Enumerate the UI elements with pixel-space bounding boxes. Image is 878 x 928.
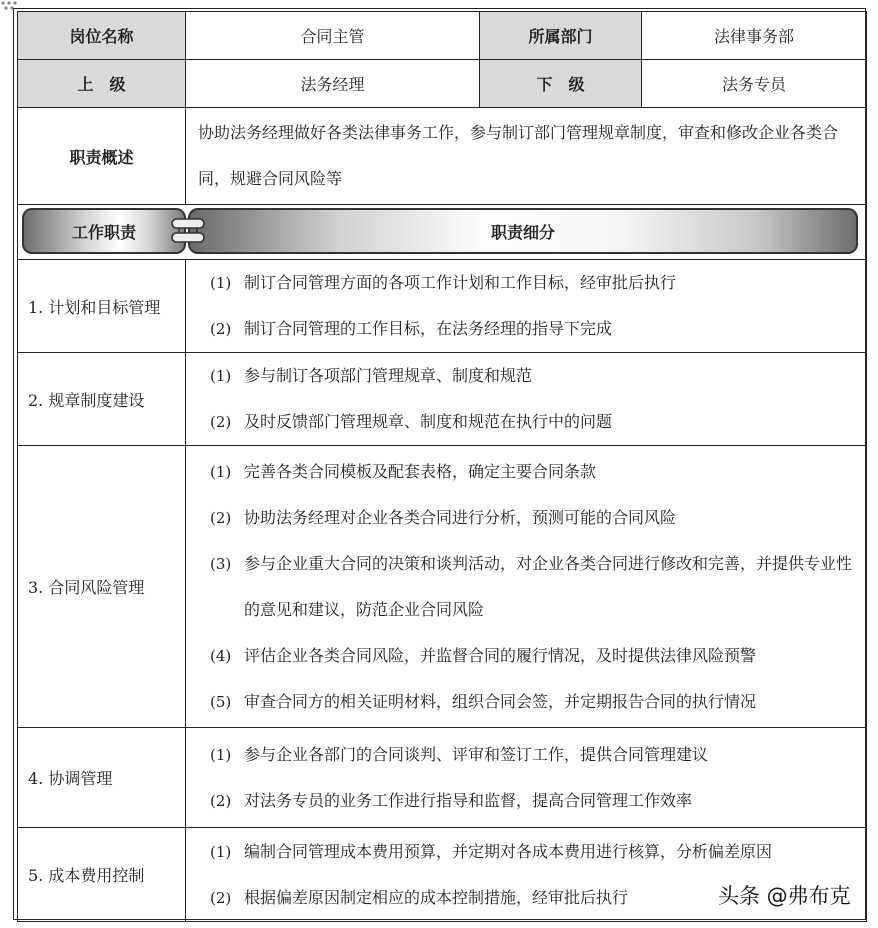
department-label: 所属部门: [480, 12, 642, 60]
duty-category: 5. 成本费用控制: [18, 828, 186, 922]
duty-banner-left-label: 工作职责: [71, 222, 136, 242]
superior-label: 上 级: [18, 60, 186, 108]
job-description-table: [17, 11, 867, 922]
duty-row-2: [18, 353, 867, 446]
position-value: 合同主管: [186, 12, 480, 60]
subordinate-value: 法务专员: [642, 60, 867, 108]
duty-item: (1) 制订合同管理方面的各项工作计划和工作目标，经审批后执行: [210, 273, 677, 292]
duty-category: 3. 合同风险管理: [18, 446, 186, 728]
department-value: 法律事务部: [642, 12, 867, 60]
duty-row-4: [18, 728, 867, 828]
duty-items: [186, 260, 867, 353]
duty-item: (1) 完善各类合同模板及配套表格，确定主要合同条款: [210, 461, 597, 481]
duty-row-3: [18, 446, 867, 728]
duty-banner-row: [18, 205, 867, 260]
duty-category: 1. 计划和目标管理: [18, 260, 186, 353]
overview-text: 协助法务经理做好各类法律事务工作，参与制订部门管理规章制度，审查和修改企业各类合同，规避合同风险等: [186, 108, 867, 205]
subordinate-label: 下 级: [480, 60, 642, 108]
overview-label: 职责概述: [18, 108, 186, 205]
header-row-2: [18, 60, 867, 108]
duty-item: (4) 评估企业各类合同风险，并监督合同的履行情况，及时提供法律风险预警: [210, 645, 757, 665]
duty-item: (1) 编制合同管理成本费用预算，并定期对各成本费用进行核算，分析偏差原因: [210, 841, 773, 861]
duty-item: (2) 协助法务经理对企业各类合同进行分析，预测可能的合同风险: [210, 507, 677, 527]
overview-row: [18, 108, 867, 205]
duty-item: (2) 及时反馈部门管理规章、制度和规范在执行中的问题: [210, 412, 613, 431]
duty-items: [186, 353, 867, 446]
duty-banner-right-label: 职责细分: [490, 222, 555, 242]
duty-row-1: [18, 260, 867, 353]
duty-items: [186, 728, 867, 828]
position-label: 岗位名称: [18, 12, 186, 60]
superior-value: 法务经理: [186, 60, 480, 108]
duty-category: 2. 规章制度建设: [18, 353, 186, 446]
duty-item: (5) 审查合同方的相关证明材料，组织合同会签，并定期报告合同的执行情况: [210, 691, 757, 711]
duty-category: 4. 协调管理: [18, 728, 186, 828]
duty-item: (1) 参与制订各项部门管理规章、制度和规范: [210, 366, 533, 385]
binder-clip-icon: [169, 216, 207, 246]
duty-banner-left: [22, 208, 186, 254]
duty-item: (2) 制订合同管理的工作目标，在法务经理的指导下完成: [210, 319, 613, 338]
duty-item: (1) 参与企业各部门的合同谈判、评审和签订工作，提供合同管理建议: [210, 744, 709, 764]
watermark: 头条 @弗布克: [718, 884, 851, 908]
duty-item: (3) 参与企业重大合同的决策和谈判活动，对企业各类合同进行修改和完善，并提供专业性的意见和建议，防范企业合同风险: [210, 553, 853, 619]
duty-items: [186, 446, 867, 728]
header-row-1: [18, 12, 867, 60]
duty-item: (2) 根据偏差原因制定相应的成本控制措施，经审批后执行: [210, 887, 629, 907]
duty-banner-right: [188, 208, 858, 254]
duty-item: (2) 对法务专员的业务工作进行指导和监督，提高合同管理工作效率: [210, 790, 693, 810]
